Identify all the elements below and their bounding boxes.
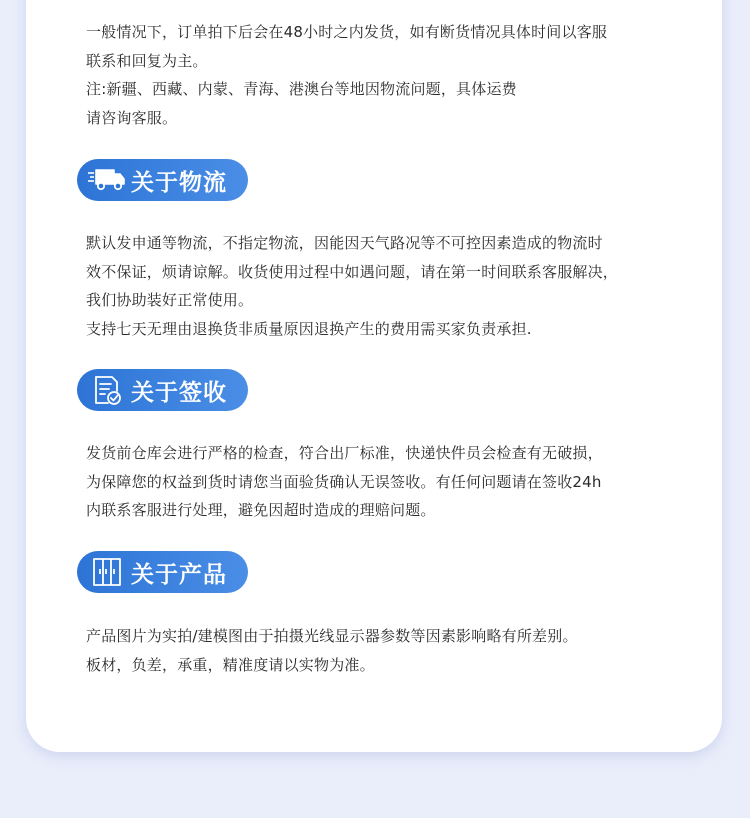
section-title: 关于产品 (131, 561, 227, 588)
paragraph-line: 产品图片为实拍/建模图由于拍摄光线显示器参数等因素影响略有所差别。 (86, 627, 578, 645)
products-paragraph (86, 622, 686, 679)
paragraph-line: 内联系客服进行处理，避免因超时造成的理赔问题。 (86, 501, 436, 519)
section-header-products (77, 551, 248, 593)
paragraph-line: 发货前仓库会进行严格的检查，符合出厂标准，快递快件员会检查有无破损， (86, 444, 603, 462)
section-title: 关于签收 (131, 379, 227, 406)
paragraph-line: 为保障您的权益到货时请您当面验货确认无误签收。有任何问题请在签收24h (86, 472, 602, 491)
cabinet-icon (87, 556, 127, 588)
intro-line: 联系和回复为主。 (86, 51, 208, 70)
paragraph-line: 效不保证，烦请谅解。收货使用过程中如遇问题，请在第一时间联系客服解决， (86, 262, 619, 281)
section-header-signoff (77, 369, 248, 411)
section-header-logistics (77, 159, 248, 201)
truck-icon (87, 164, 127, 196)
intro-paragraph (86, 18, 686, 132)
paragraph-line: 板材，负差，承重，精准度请以实物为准。 (86, 655, 375, 674)
paragraph-line: 我们协助装好正常使用。 (86, 291, 254, 309)
sign-document-icon (87, 374, 127, 406)
section-title: 关于物流 (131, 169, 227, 196)
paragraph-line: 支持七天无理由退换货非质量原因退换产生的费用需买家负责承担. (86, 319, 532, 338)
paragraph-line: 默认发申通等物流，不指定物流，因能因天气路况等不可控因素造成的物流时 (86, 234, 603, 252)
signoff-paragraph (86, 439, 686, 525)
intro-line: 请咨询客服。 (86, 108, 178, 127)
logistics-paragraph (86, 229, 686, 343)
intro-line: 一般情况下，订单拍下后会在48小时之内发货，如有断货情况具体时间以客服 (86, 23, 608, 41)
intro-line: 注:新疆、西藏、内蒙、青海、港澳台等地因物流问题，具体运费 (86, 80, 517, 98)
